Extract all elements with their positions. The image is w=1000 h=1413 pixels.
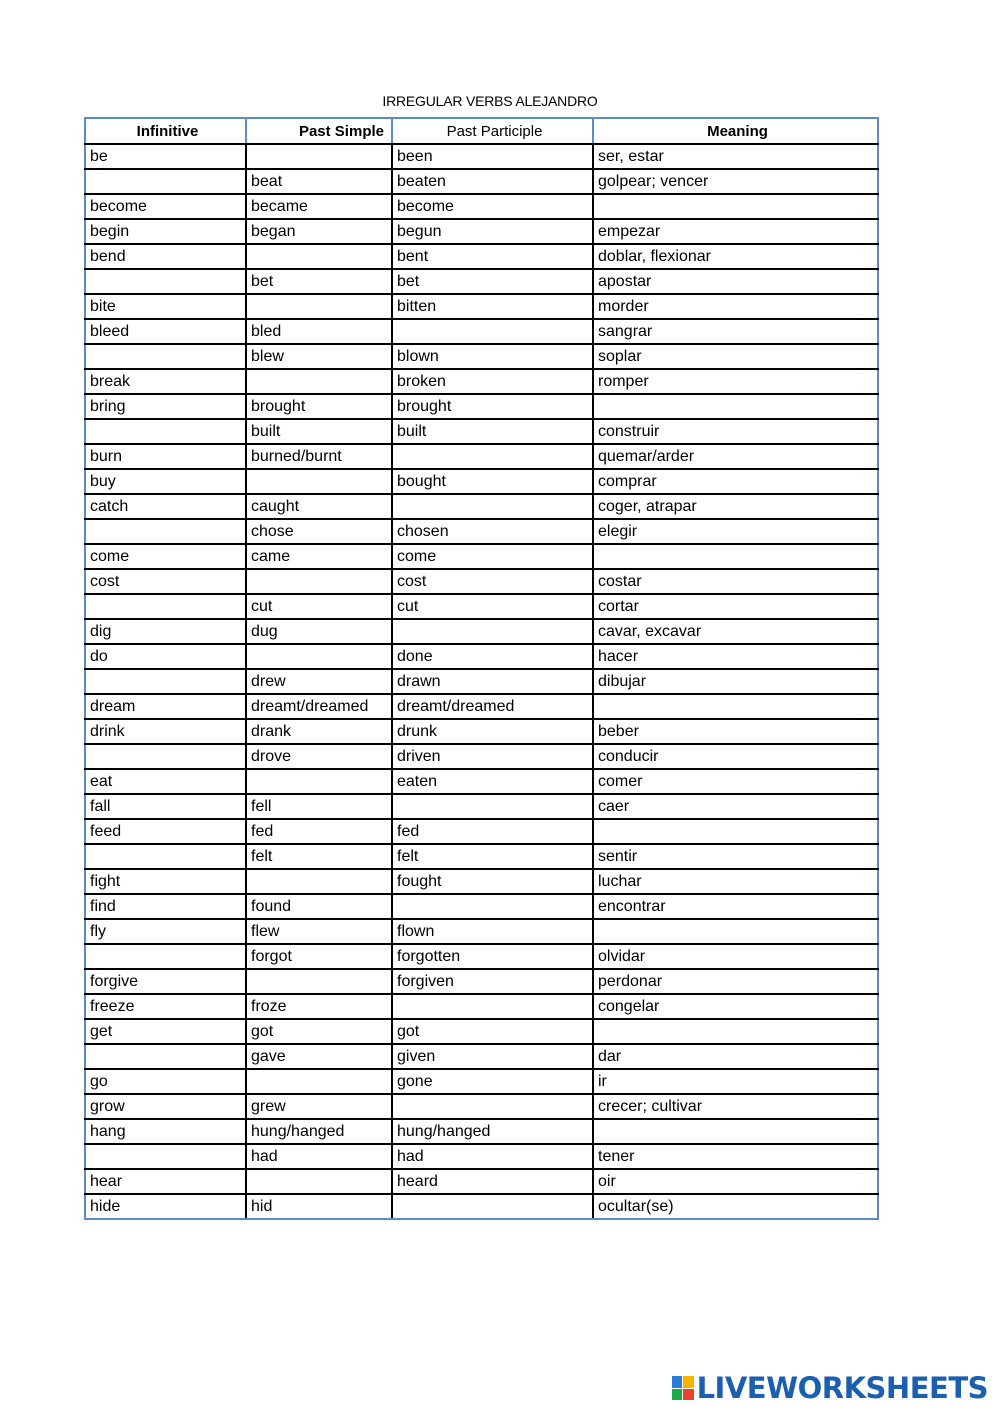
cell-past-simple: froze [246, 994, 392, 1019]
cell-past-simple: had [246, 1144, 392, 1169]
cell-past-simple [246, 569, 392, 594]
cell-infinitive: do [85, 644, 246, 669]
cell-past-simple [246, 644, 392, 669]
cell-infinitive [85, 419, 246, 444]
cell-meaning [593, 919, 878, 944]
cell-meaning: apostar [593, 269, 878, 294]
cell-past-participle: broken [392, 369, 593, 394]
cell-infinitive: bleed [85, 319, 246, 344]
cell-past-simple [246, 1069, 392, 1094]
cell-past-participle: bought [392, 469, 593, 494]
table-row [85, 444, 878, 469]
cell-past-simple: became [246, 194, 392, 219]
cell-infinitive [85, 519, 246, 544]
cell-past-simple: built [246, 419, 392, 444]
cell-past-simple: flew [246, 919, 392, 944]
table-row [85, 1019, 878, 1044]
cell-infinitive: feed [85, 819, 246, 844]
cell-past-simple [246, 769, 392, 794]
cell-infinitive: get [85, 1019, 246, 1044]
liveworksheets-logo-icon [672, 1376, 694, 1400]
table-row [85, 319, 878, 344]
table-row [85, 294, 878, 319]
cell-infinitive: find [85, 894, 246, 919]
cell-infinitive: burn [85, 444, 246, 469]
cell-infinitive [85, 844, 246, 869]
cell-infinitive: fly [85, 919, 246, 944]
cell-past-participle: become [392, 194, 593, 219]
cell-meaning: sangrar [593, 319, 878, 344]
cell-past-simple: hung/hanged [246, 1119, 392, 1144]
cell-past-participle [392, 794, 593, 819]
cell-past-participle: eaten [392, 769, 593, 794]
cell-past-participle: come [392, 544, 593, 569]
cell-past-participle: begun [392, 219, 593, 244]
cell-meaning: tener [593, 1144, 878, 1169]
cell-past-participle: felt [392, 844, 593, 869]
table-row [85, 719, 878, 744]
table-row [85, 969, 878, 994]
header-past-participle: Past Participle [392, 118, 593, 144]
cell-past-participle: dreamt/dreamed [392, 694, 593, 719]
cell-past-simple: drew [246, 669, 392, 694]
cell-past-participle: had [392, 1144, 593, 1169]
table-row [85, 494, 878, 519]
cell-past-participle [392, 894, 593, 919]
header-past-simple: Past Simple [246, 118, 392, 144]
cell-past-participle [392, 1194, 593, 1219]
cell-meaning: comer [593, 769, 878, 794]
cell-meaning: caer [593, 794, 878, 819]
cell-past-participle: been [392, 144, 593, 169]
cell-meaning: dar [593, 1044, 878, 1069]
cell-infinitive [85, 669, 246, 694]
table-row [85, 219, 878, 244]
cell-past-simple: dug [246, 619, 392, 644]
table-row [85, 819, 878, 844]
cell-meaning: cortar [593, 594, 878, 619]
cell-past-participle: beaten [392, 169, 593, 194]
cell-infinitive: forgive [85, 969, 246, 994]
table-row [85, 869, 878, 894]
cell-past-simple: got [246, 1019, 392, 1044]
cell-meaning: comprar [593, 469, 878, 494]
cell-infinitive [85, 744, 246, 769]
cell-infinitive: grow [85, 1094, 246, 1119]
table-row [85, 269, 878, 294]
table-row [85, 469, 878, 494]
cell-infinitive: eat [85, 769, 246, 794]
cell-past-participle: given [392, 1044, 593, 1069]
cell-meaning: beber [593, 719, 878, 744]
cell-meaning: ocultar(se) [593, 1194, 878, 1219]
cell-past-simple [246, 244, 392, 269]
cell-meaning: golpear; vencer [593, 169, 878, 194]
cell-past-participle: chosen [392, 519, 593, 544]
cell-past-participle [392, 319, 593, 344]
cell-infinitive: catch [85, 494, 246, 519]
cell-past-simple: hid [246, 1194, 392, 1219]
table-row [85, 694, 878, 719]
cell-infinitive [85, 1144, 246, 1169]
cell-infinitive: come [85, 544, 246, 569]
cell-infinitive [85, 944, 246, 969]
cell-past-simple: grew [246, 1094, 392, 1119]
cell-infinitive: dig [85, 619, 246, 644]
cell-past-simple: burned/burnt [246, 444, 392, 469]
cell-meaning: dibujar [593, 669, 878, 694]
cell-meaning: quemar/arder [593, 444, 878, 469]
cell-infinitive [85, 169, 246, 194]
cell-past-participle [392, 444, 593, 469]
cell-meaning: morder [593, 294, 878, 319]
table-row [85, 519, 878, 544]
irregular-verbs-table [84, 117, 879, 1220]
cell-meaning [593, 394, 878, 419]
cell-past-simple [246, 469, 392, 494]
table-body [85, 144, 878, 1219]
cell-past-simple: caught [246, 494, 392, 519]
cell-infinitive: bite [85, 294, 246, 319]
cell-past-simple [246, 1169, 392, 1194]
cell-infinitive [85, 344, 246, 369]
cell-past-simple: felt [246, 844, 392, 869]
table-row [85, 369, 878, 394]
cell-past-simple: bet [246, 269, 392, 294]
cell-infinitive: fight [85, 869, 246, 894]
worksheet-title: IRREGULAR VERBS ALEJANDRO [382, 93, 598, 109]
cell-past-participle: flown [392, 919, 593, 944]
cell-past-simple: forgot [246, 944, 392, 969]
cell-past-simple: beat [246, 169, 392, 194]
cell-meaning: cavar, excavar [593, 619, 878, 644]
table-row [85, 619, 878, 644]
cell-meaning: ser, estar [593, 144, 878, 169]
cell-past-participle: forgiven [392, 969, 593, 994]
table-row [85, 544, 878, 569]
cell-past-simple [246, 144, 392, 169]
cell-past-simple: drank [246, 719, 392, 744]
header-infinitive: Infinitive [85, 118, 246, 144]
cell-past-simple: dreamt/dreamed [246, 694, 392, 719]
cell-past-participle: fought [392, 869, 593, 894]
cell-meaning: hacer [593, 644, 878, 669]
cell-past-participle: gone [392, 1069, 593, 1094]
cell-past-participle: done [392, 644, 593, 669]
cell-past-simple: blew [246, 344, 392, 369]
cell-past-participle: bet [392, 269, 593, 294]
cell-infinitive: hang [85, 1119, 246, 1144]
table-row [85, 769, 878, 794]
cell-meaning [593, 1019, 878, 1044]
cell-infinitive: bring [85, 394, 246, 419]
cell-meaning: coger, atrapar [593, 494, 878, 519]
cell-meaning [593, 694, 878, 719]
table-row [85, 1194, 878, 1219]
cell-meaning: doblar, flexionar [593, 244, 878, 269]
cell-past-participle [392, 1094, 593, 1119]
table-row [85, 344, 878, 369]
cell-infinitive: freeze [85, 994, 246, 1019]
cell-meaning: oir [593, 1169, 878, 1194]
liveworksheets-brand [672, 1371, 988, 1405]
cell-meaning: encontrar [593, 894, 878, 919]
table-row [85, 794, 878, 819]
cell-past-participle: cost [392, 569, 593, 594]
cell-past-participle: heard [392, 1169, 593, 1194]
cell-infinitive: bend [85, 244, 246, 269]
cell-past-participle: cut [392, 594, 593, 619]
cell-past-participle: blown [392, 344, 593, 369]
cell-past-simple [246, 369, 392, 394]
cell-meaning [593, 819, 878, 844]
table-row [85, 144, 878, 169]
cell-meaning: perdonar [593, 969, 878, 994]
table-row [85, 1144, 878, 1169]
table-header [85, 118, 878, 144]
cell-meaning: costar [593, 569, 878, 594]
table-row [85, 1094, 878, 1119]
cell-infinitive: go [85, 1069, 246, 1094]
cell-infinitive: fall [85, 794, 246, 819]
cell-past-simple: came [246, 544, 392, 569]
cell-meaning [593, 544, 878, 569]
cell-past-participle: got [392, 1019, 593, 1044]
header-meaning: Meaning [593, 118, 878, 144]
cell-meaning: empezar [593, 219, 878, 244]
table-row [85, 644, 878, 669]
cell-meaning [593, 194, 878, 219]
table-row [85, 744, 878, 769]
cell-past-participle: drawn [392, 669, 593, 694]
cell-past-simple: bled [246, 319, 392, 344]
table-row [85, 1044, 878, 1069]
cell-infinitive: become [85, 194, 246, 219]
cell-past-participle: bent [392, 244, 593, 269]
table-row [85, 1119, 878, 1144]
cell-past-simple: fed [246, 819, 392, 844]
cell-past-participle: drunk [392, 719, 593, 744]
table-row [85, 1069, 878, 1094]
table-row [85, 569, 878, 594]
table-row [85, 169, 878, 194]
cell-meaning: crecer; cultivar [593, 1094, 878, 1119]
cell-meaning: ir [593, 1069, 878, 1094]
cell-past-simple: gave [246, 1044, 392, 1069]
table-row [85, 994, 878, 1019]
cell-past-participle [392, 994, 593, 1019]
cell-meaning: congelar [593, 994, 878, 1019]
cell-past-simple: chose [246, 519, 392, 544]
table-row [85, 894, 878, 919]
cell-past-participle [392, 619, 593, 644]
cell-infinitive: be [85, 144, 246, 169]
cell-past-participle: fed [392, 819, 593, 844]
cell-past-participle: bitten [392, 294, 593, 319]
cell-past-simple [246, 969, 392, 994]
cell-meaning: olvidar [593, 944, 878, 969]
table-row [85, 844, 878, 869]
cell-past-simple: fell [246, 794, 392, 819]
cell-past-participle: brought [392, 394, 593, 419]
table-row [85, 194, 878, 219]
table-row [85, 244, 878, 269]
brand-name: LIVEWORKSHEETS [696, 1371, 988, 1405]
cell-infinitive [85, 594, 246, 619]
cell-infinitive: dream [85, 694, 246, 719]
cell-past-simple: cut [246, 594, 392, 619]
cell-infinitive [85, 269, 246, 294]
table-row [85, 919, 878, 944]
cell-meaning: construir [593, 419, 878, 444]
cell-past-participle: built [392, 419, 593, 444]
table-row [85, 944, 878, 969]
table-row [85, 594, 878, 619]
cell-past-simple [246, 294, 392, 319]
cell-meaning: romper [593, 369, 878, 394]
cell-meaning: soplar [593, 344, 878, 369]
table-row [85, 394, 878, 419]
cell-infinitive: begin [85, 219, 246, 244]
cell-past-participle: driven [392, 744, 593, 769]
cell-past-simple: found [246, 894, 392, 919]
cell-infinitive: hide [85, 1194, 246, 1219]
cell-infinitive: cost [85, 569, 246, 594]
cell-past-simple: drove [246, 744, 392, 769]
cell-infinitive [85, 1044, 246, 1069]
table-row [85, 419, 878, 444]
cell-infinitive: buy [85, 469, 246, 494]
cell-meaning [593, 1119, 878, 1144]
cell-infinitive: break [85, 369, 246, 394]
table-row [85, 669, 878, 694]
cell-infinitive: drink [85, 719, 246, 744]
cell-past-simple: brought [246, 394, 392, 419]
cell-past-simple: began [246, 219, 392, 244]
cell-meaning: conducir [593, 744, 878, 769]
cell-past-simple [246, 869, 392, 894]
table-row [85, 1169, 878, 1194]
cell-past-participle: forgotten [392, 944, 593, 969]
cell-past-participle [392, 494, 593, 519]
cell-meaning: luchar [593, 869, 878, 894]
cell-meaning: sentir [593, 844, 878, 869]
cell-infinitive: hear [85, 1169, 246, 1194]
cell-past-participle: hung/hanged [392, 1119, 593, 1144]
cell-meaning: elegir [593, 519, 878, 544]
